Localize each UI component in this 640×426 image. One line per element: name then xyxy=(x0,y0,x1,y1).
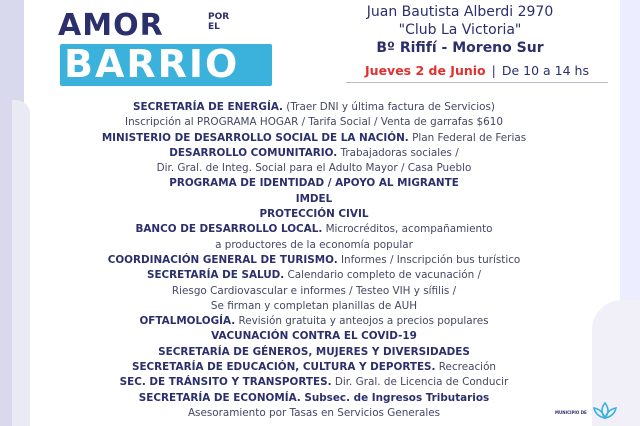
service-description: Revisión gratuita y anteojos a precios populares xyxy=(235,315,489,328)
service-line xyxy=(34,176,594,191)
service-description: Plan Federal de Ferias xyxy=(408,131,527,144)
event-date-row xyxy=(346,60,608,80)
logo-el: EL xyxy=(208,22,220,32)
service-line xyxy=(34,100,594,115)
service-description: Inscripción al PROGRAMA HOGAR / Tarifa Social / Venta de garrafas $610 xyxy=(125,116,503,129)
service-description: Microcréditos, acompañamiento xyxy=(322,223,493,236)
service-title: SEC. DE TRÁNSITO Y TRANSPORTES. xyxy=(119,376,332,389)
service-title: SECRETARÍA DE ENERGÍA. xyxy=(133,101,283,113)
service-line xyxy=(34,360,594,375)
service-description: Calendario completo de vacunación / xyxy=(284,269,482,282)
service-line xyxy=(34,222,594,237)
service-description: (Traer DNI y última factura de Servicios) xyxy=(283,101,495,113)
service-line xyxy=(34,161,594,176)
service-description: Riesgo Cardiovascular e informes / Testeo VIH y sífilis / xyxy=(171,284,457,297)
service-line xyxy=(34,146,594,161)
service-line xyxy=(34,192,594,207)
date-underline xyxy=(346,82,608,83)
service-description: Se firman y completan planillas de AUH xyxy=(210,299,418,312)
service-title: BANCO DE DESARROLLO LOCAL. xyxy=(135,223,323,236)
service-line xyxy=(34,207,594,222)
logo-word-amor: AMOR xyxy=(58,8,164,43)
amor-por-el-barrio-logo xyxy=(58,8,276,86)
services-list xyxy=(34,100,594,421)
service-title: COORDINACIÓN GENERAL DE TURISMO. xyxy=(107,253,338,266)
service-title: SECRETARÍA DE EDUCACIÓN, CULTURA Y DEPORTES. xyxy=(131,361,436,374)
service-title: SECRETARÍA DE GÉNEROS, MUJERES Y DIVERSIDADES xyxy=(158,345,470,358)
service-title: IMDEL xyxy=(295,192,333,205)
service-description: Asesoramiento por Tasas en Servicios Generales xyxy=(187,406,441,419)
service-line xyxy=(34,345,594,360)
service-line xyxy=(34,131,594,146)
service-description: Dir. Gral. de Licencia de Conducir xyxy=(331,376,509,389)
service-title: PROTECCIÓN CIVIL xyxy=(259,208,369,221)
service-title: SECRETARÍA DE ECONOMÍA. Subsec. de Ingresos Tributarios xyxy=(138,391,490,404)
service-line xyxy=(34,253,594,268)
service-title: PROGRAMA DE IDENTIDAD / APOYO AL MIGRANTE xyxy=(169,177,459,190)
date-separator: | xyxy=(491,62,496,78)
service-description: Dir. Gral. de Integ. Social para el Adulto Mayor / Casa Pueblo xyxy=(156,162,472,175)
municipality-label: MUNICIPIO DE xyxy=(555,410,587,415)
service-line xyxy=(34,238,594,253)
service-line xyxy=(34,115,594,130)
venue-neighborhood: Bº Rififí - Moreno Sur xyxy=(376,40,544,56)
service-title: DESARROLLO COMUNITARIO. xyxy=(169,146,338,159)
service-description: a productores de la economía popular xyxy=(215,238,413,251)
logo-word-barrio: BARRIO xyxy=(64,42,240,86)
service-title: VACUNACIÓN CONTRA EL COVID-19 xyxy=(211,330,417,343)
service-line xyxy=(34,375,594,390)
service-line xyxy=(34,314,594,329)
service-line xyxy=(34,406,594,421)
service-line xyxy=(34,299,594,314)
service-line xyxy=(34,391,594,406)
service-title: MINISTERIO DE DESARROLLO SOCIAL DE LA NACIÓN. xyxy=(101,131,409,144)
service-title: SECRETARÍA DE SALUD. xyxy=(146,269,285,282)
decorative-left-shape xyxy=(12,100,30,426)
venue-club: "Club La Victoria" xyxy=(398,22,522,38)
service-description: Recreación xyxy=(435,361,497,374)
logo-por: POR xyxy=(208,12,230,22)
service-line xyxy=(34,268,594,283)
event-hours: De 10 a 14 hs xyxy=(501,62,589,78)
service-description: Trabajadoras sociales / xyxy=(337,146,459,159)
lotus-logo-icon xyxy=(590,400,620,422)
service-description: Informes / Inscripción bus turístico xyxy=(337,253,521,266)
event-date: Jueves 2 de Junio xyxy=(365,62,486,78)
service-line xyxy=(34,329,594,344)
service-line xyxy=(34,284,594,299)
logo-por-el xyxy=(208,12,229,32)
service-title: OFTALMOLOGÍA. xyxy=(139,315,236,328)
venue-address: Juan Bautista Alberdi 2970 xyxy=(366,4,554,20)
